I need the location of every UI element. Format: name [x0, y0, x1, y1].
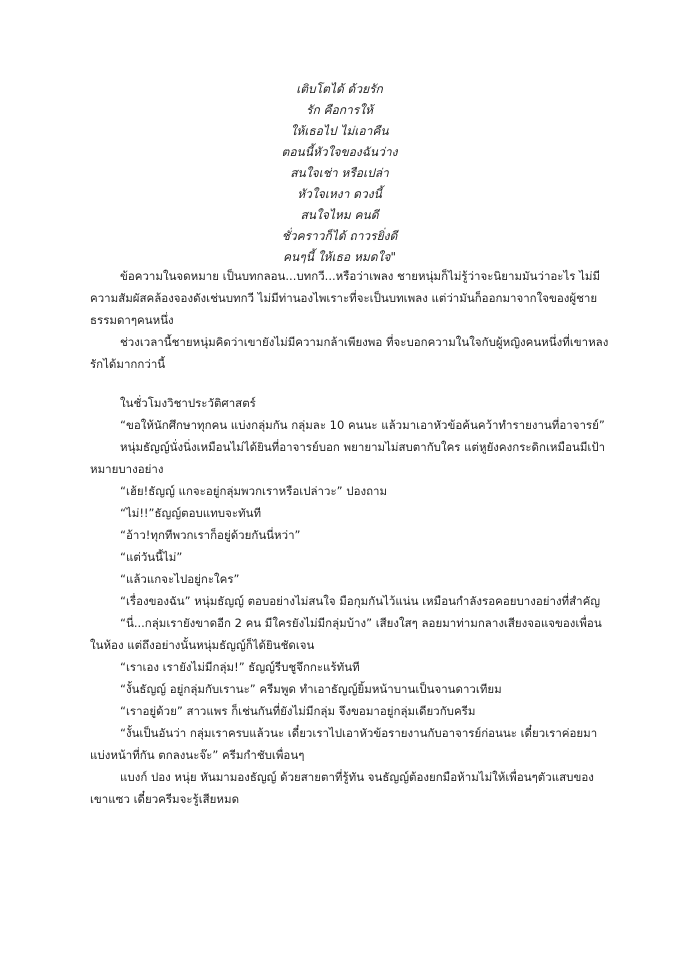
paragraph: “ไม่!!”ธัญญ์ตอบแทบจะทันที [120, 506, 262, 520]
paragraph: “อ้าว!ทุกทีพวกเราก็อยู่ด้วยกันนี่หว่า” [120, 528, 301, 542]
paragraph: “เราอยู่ด้วย” สาวแพร ก็เช่นกันที่ยังไม่มีกลุ่ม จึงขอมาอยู่กลุ่มเดียวกับครีม [120, 704, 476, 718]
paragraph: ในชั่วโมงวิชาประวัติศาสตร์ [120, 396, 256, 410]
paragraph: แบงก์ ปอง หนุ่ย หันมามองธัญญ์ ด้วยสายตาที่รู้ทัน จนธัญญ์ต้องยกมือห้ามไม่ให้เพื่อนๆตัวแสบของเขาแซว เดี๋ยวครีมจะรู้เสียหมด [90, 770, 594, 806]
paragraph: “เฮ้ย!ธัญญ์ แกจะอยู่กลุ่มพวกเราหรือเปล่าวะ” ปองถาม [120, 484, 388, 498]
poem-line: ชั่วคราวก็ได้ ถาวรยิ่งดี [281, 229, 398, 243]
paragraph: “เราเอง เรายังไม่มีกลุ่ม!” ธัญญ์รีบชูจึกกะแร้ทันที [120, 660, 360, 674]
story-body [90, 265, 610, 810]
poem-line: รัก คือการให้ [306, 103, 373, 117]
paragraph: “งั้นธัญญ์ อยู่กลุ่มกับเรานะ” ครีมพูด ทำเอาธัญญ์ยิ้มหน้าบานเป็นจานดาวเทียม [120, 682, 502, 696]
paragraph: หนุ่มธัญญ์นั่งนิ่งเหมือนไม่ได้ยินที่อาจารย์บอก พยายามไม่สบตากับใคร แต่หูยังคงกระดิกเหมือนมีเป้าหมายบางอย่าง [90, 440, 606, 476]
poem-block [0, 79, 679, 268]
paragraph: ข้อความในจดหมาย เป็นบทกลอน...บทกวี...หรือว่าเพลง ชายหนุ่มก็ไม่รู้ว่าจะนิยามมันว่าอะไร ไม่มีความสัมผัสคล้องจองดังเช่นบทกวี ไม่มีท่านองไพเราะที่จะเป็นบทเพลง แต่ว่ามันก็ออกมาจากใจของผู้ชายธรรมดาๆคนหนึ่ง [90, 269, 601, 327]
paragraph: “นี่...กลุ่มเรายังขาดอีก 2 คน มีใครยังไม่มีกลุ่มบ้าง” เสียงใสๆ ลอยมาท่ามกลางเสียงจอแจของเพื่อนในห้อง แต่ถึงอย่างนั้นหนุ่มธัญญ์ก็ได้ยินชัดเจน [90, 616, 602, 652]
poem-line: คนๆนี้ ให้เธอ หมดใจ" [283, 250, 396, 264]
paragraph: “งั้นเป็นอันว่า กลุ่มเราครบแล้วนะ เดี๋ยวเราไปเอาหัวข้อรายงานกับอาจารย์ก่อนนะ เดี๋ยวเราค่อยมาแบ่งหน้าที่กัน ตกลงนะจ๊ะ” ครีมกำชับเพื่อนๆ [90, 726, 598, 762]
paragraph: “แต่วันนี้ไม่” [120, 550, 183, 564]
poem-line: สนใจไหม คนดี [300, 208, 379, 222]
poem-line: เติบโตได้ ด้วยรัก [296, 82, 383, 96]
paragraph: “เรื่องของฉัน” หนุ่มธัญญ์ ตอบอย่างไม่สนใจ มือกุมกันไว้แน่น เหมือนกำลังรอคอยบางอย่างที่สำคัญ [120, 594, 601, 608]
poem-line: ตอนนี้หัวใจของฉันว่าง [281, 145, 398, 159]
poem-line: ให้เธอไป ไม่เอาคืน [290, 124, 389, 138]
paragraph: “ขอให้นักศึกษาทุกคน แบ่งกลุ่มกัน กลุ่มละ 10 คนนะ แล้วมาเอาหัวข้อค้นคว้าทำรายงานที่อาจารย์” [120, 418, 605, 432]
section-gap [90, 375, 610, 392]
paragraph: ช่วงเวลานี้ชายหนุ่มคิดว่าเขายังไม่มีความกล้าเพียงพอ ที่จะบอกความในใจกับผู้หญิงคนหนึ่งที่เขาหลงรักได้มากกว่านี้ [90, 335, 609, 371]
paragraph: “แล้วแกจะไปอยู่กะใคร” [120, 572, 240, 586]
poem-line: สนใจเช่า หรือเปล่า [290, 166, 389, 180]
poem-line: หัวใจเหงา ดวงนี้ [297, 187, 382, 201]
